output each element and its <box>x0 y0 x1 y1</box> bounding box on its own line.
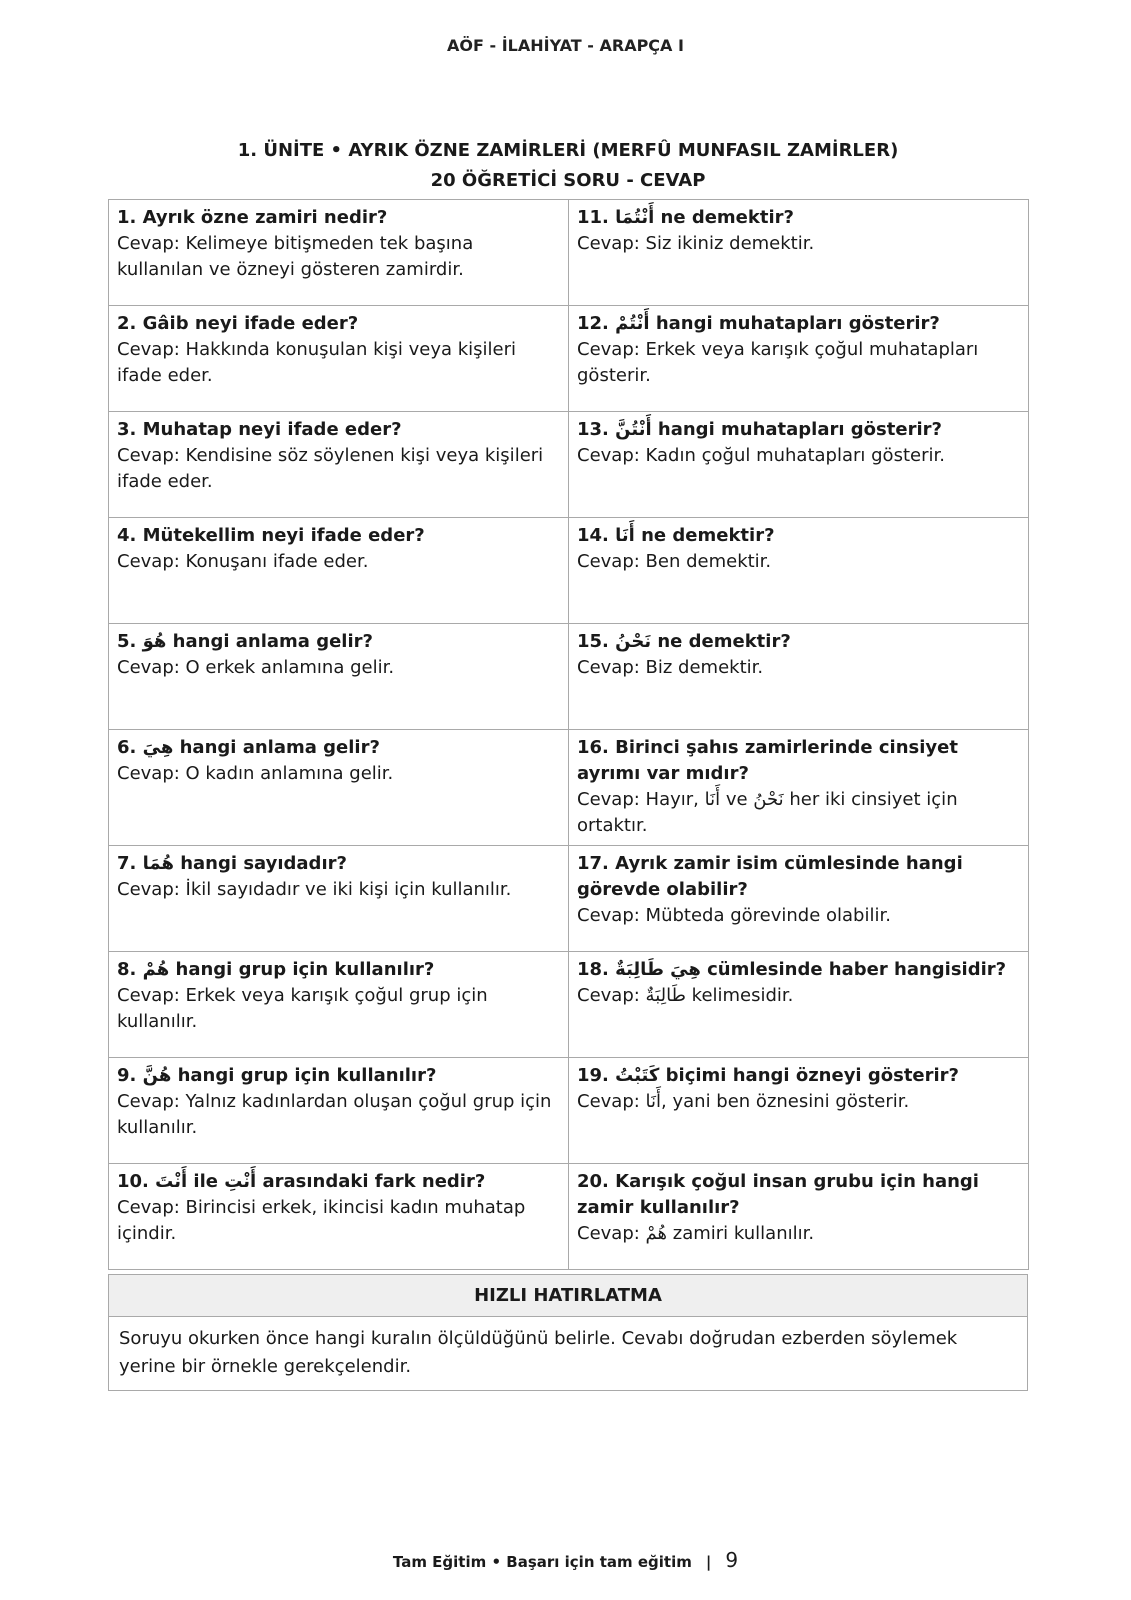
answer-text: Cevap: Konuşanı ifade eder. <box>117 551 369 572</box>
qa-cell <box>109 846 569 952</box>
question <box>117 523 560 549</box>
question <box>577 1169 1020 1221</box>
title-line-2: 20 ÖĞRETİCİ SORU - CEVAP <box>430 170 706 191</box>
question-text: 13. <box>577 419 616 440</box>
qa-cell <box>569 624 1029 730</box>
table-row <box>109 952 1029 1058</box>
qa-cell <box>569 730 1029 846</box>
answer-text: Cevap: Kendisine söz söylenen kişi veya kişileri ifade eder. <box>117 445 544 492</box>
question-text: 2. Gâib neyi ifade eder? <box>117 313 359 334</box>
answer-text: Cevap: Kelimeye bitişmeden tek başına kullanılan ve özneyi gösteren zamirdir. <box>117 233 474 280</box>
question-text: arasındaki fark nedir? <box>256 1171 486 1192</box>
answer <box>117 549 560 575</box>
answer <box>577 1221 1020 1247</box>
answer-text: Cevap: O kadın anlamına gelir. <box>117 763 394 784</box>
qa-table <box>108 199 1029 1270</box>
table-row <box>109 1164 1029 1270</box>
question <box>117 629 560 655</box>
arabic-term: هُنَّ <box>142 1065 172 1086</box>
question <box>117 957 560 983</box>
question <box>577 957 1020 983</box>
question-text: 17. Ayrık zamir isim cümlesinde hangi görevde olabilir? <box>577 853 963 900</box>
arabic-term: طَالِبَةٌ <box>645 985 686 1006</box>
question-text: 1. Ayrık özne zamiri nedir? <box>117 207 388 228</box>
table-row <box>109 306 1029 412</box>
answer <box>117 983 560 1035</box>
arabic-term: هُوَ <box>142 631 167 652</box>
arabic-term: نَحْنُ <box>753 789 784 810</box>
arabic-term: أَنْتَ <box>155 1171 188 1192</box>
answer <box>117 655 560 681</box>
qa-cell <box>109 952 569 1058</box>
question-text: 8. <box>117 959 143 980</box>
question <box>117 311 560 337</box>
arabic-term: أَنْتُمَا <box>615 207 655 228</box>
table-row <box>109 518 1029 624</box>
arabic-term: أَنَا <box>645 1091 662 1112</box>
qa-cell <box>109 412 569 518</box>
table-row <box>109 1058 1029 1164</box>
answer-text: Cevap: <box>577 1091 646 1112</box>
question <box>117 417 560 443</box>
arabic-term: هِيَ <box>142 737 174 758</box>
qa-cell <box>109 1058 569 1164</box>
reminder-body: Soruyu okurken önce hangi kuralın ölçüldüğünü belirle. Cevabı doğrudan ezberden söylemek yerine bir örnekle gerekçelendir. <box>109 1317 1028 1391</box>
qa-cell <box>109 200 569 306</box>
answer <box>577 903 1020 929</box>
arabic-term: نَحْنُ <box>615 631 652 652</box>
arabic-term: هُمْ <box>645 1223 668 1244</box>
qa-cell <box>109 306 569 412</box>
qa-cell <box>109 730 569 846</box>
reminder-box <box>108 1274 1028 1391</box>
question <box>577 311 1020 337</box>
answer <box>577 787 1020 839</box>
question-text: 16. Birinci şahıs zamirlerinde cinsiyet ayrımı var mıdır? <box>577 737 958 784</box>
question <box>117 1063 560 1089</box>
answer-text: Cevap: Siz ikiniz demektir. <box>577 233 815 254</box>
question-text: 18. <box>577 959 616 980</box>
title-line-1: 1. ÜNİTE • AYRIK ÖZNE ZAMİRLERİ (MERFÛ MUNFASIL ZAMİRLER) <box>237 140 899 161</box>
arabic-term: أَنَا <box>704 789 721 810</box>
qa-cell <box>569 306 1029 412</box>
question-text: ne demektir? <box>651 631 791 652</box>
page-title <box>108 136 1028 196</box>
table-row <box>109 846 1029 952</box>
running-header: AÖF - İLAHİYAT - ARAPÇA I <box>447 36 684 55</box>
answer <box>117 337 560 389</box>
question-text: 9. <box>117 1065 143 1086</box>
qa-cell <box>569 200 1029 306</box>
question-text: hangi muhatapları gösterir? <box>649 313 940 334</box>
reminder-heading: HIZLI HATIRLATMA <box>109 1275 1028 1317</box>
answer-text: her iki cinsiyet için ortaktır. <box>577 789 958 836</box>
question-text: cümlesinde haber hangisidir? <box>700 959 1007 980</box>
answer <box>117 1089 560 1141</box>
arabic-term: هُمْ <box>142 959 170 980</box>
answer-text: , yani ben öznesini gösterir. <box>661 1091 910 1112</box>
question <box>577 1063 1020 1089</box>
question-text: 12. <box>577 313 616 334</box>
question-text: hangi grup için kullanılır? <box>169 959 435 980</box>
arabic-term: أَنَا <box>615 525 635 546</box>
answer <box>577 443 1020 469</box>
question <box>577 417 1020 443</box>
answer-text: Cevap: Erkek veya karışık çoğul grup için kullanılır. <box>117 985 488 1032</box>
qa-cell <box>569 846 1029 952</box>
question-text: ile <box>187 1171 225 1192</box>
question-text: ne demektir? <box>634 525 775 546</box>
question <box>117 735 560 761</box>
question <box>577 629 1020 655</box>
answer <box>577 983 1020 1009</box>
qa-cell <box>109 1164 569 1270</box>
question <box>577 205 1020 231</box>
question <box>117 851 560 877</box>
question-text: 7. <box>117 853 143 874</box>
table-row <box>109 730 1029 846</box>
question-text: 6. <box>117 737 143 758</box>
answer <box>577 1089 1020 1115</box>
answer <box>117 761 560 787</box>
question-text: 10. <box>117 1171 156 1192</box>
answer-text: Cevap: Hayır, <box>577 789 705 810</box>
answer <box>117 1195 560 1247</box>
table-row <box>109 412 1029 518</box>
question-text: 11. <box>577 207 616 228</box>
arabic-term: هُمَا <box>142 853 174 874</box>
answer-text: Cevap: Birincisi erkek, ikincisi kadın muhatap içindir. <box>117 1197 526 1244</box>
answer-text: Cevap: Ben demektir. <box>577 551 772 572</box>
question-text: 20. Karışık çoğul insan grubu için hangi zamir kullanılır? <box>577 1171 979 1218</box>
question-text: 5. <box>117 631 143 652</box>
qa-cell <box>569 1164 1029 1270</box>
qa-cell <box>109 624 569 730</box>
question-text: hangi sayıdadır? <box>173 853 347 874</box>
answer <box>117 443 560 495</box>
answer-text: Cevap: Yalnız kadınlardan oluşan çoğul grup için kullanılır. <box>117 1091 552 1138</box>
question-text: hangi grup için kullanılır? <box>171 1065 437 1086</box>
answer-text: Cevap: İkil sayıdadır ve iki kişi için kullanılır. <box>117 879 512 900</box>
answer <box>577 655 1020 681</box>
qa-cell <box>569 1058 1029 1164</box>
answer <box>577 549 1020 575</box>
answer-text: zamiri kullanılır. <box>667 1223 815 1244</box>
question-text: 4. Mütekellim neyi ifade eder? <box>117 525 425 546</box>
question <box>577 851 1020 903</box>
question-text: 3. Muhatap neyi ifade eder? <box>117 419 402 440</box>
arabic-term: هِيَ طَالِبَةٌ <box>615 959 701 980</box>
answer-text: Cevap: Biz demektir. <box>577 657 764 678</box>
answer-text: Cevap: Mübteda görevinde olabilir. <box>577 905 891 926</box>
question-text: biçimi hangi özneyi gösterir? <box>659 1065 960 1086</box>
answer-text: Cevap: O erkek anlamına gelir. <box>117 657 395 678</box>
qa-cell <box>109 518 569 624</box>
question-text: 15. <box>577 631 616 652</box>
qa-cell <box>569 952 1029 1058</box>
answer <box>117 877 560 903</box>
arabic-term: أَنْتِ <box>224 1171 257 1192</box>
answer-text: kelimesidir. <box>685 985 794 1006</box>
question <box>577 735 1020 787</box>
answer-text: Cevap: <box>577 985 646 1006</box>
question <box>577 523 1020 549</box>
answer-text: Cevap: Erkek veya karışık çoğul muhatapları gösterir. <box>577 339 979 386</box>
table-row <box>109 624 1029 730</box>
question-text: 14. <box>577 525 616 546</box>
question-text: hangi anlama gelir? <box>173 737 380 758</box>
question <box>117 205 560 231</box>
answer <box>577 337 1020 389</box>
footer-separator: | <box>705 1553 712 1571</box>
table-row <box>109 200 1029 306</box>
answer-text: Cevap: <box>577 1223 646 1244</box>
arabic-term: أَنْتُنَّ <box>615 419 652 440</box>
question-text: 19. <box>577 1065 616 1086</box>
question-text: hangi anlama gelir? <box>166 631 373 652</box>
page-number: 9 <box>725 1548 739 1572</box>
arabic-term: أَنْتُمْ <box>615 313 650 334</box>
footer-text: Tam Eğitim • Başarı için tam eğitim <box>392 1553 692 1571</box>
qa-cell <box>569 518 1029 624</box>
answer-text: ve <box>720 789 754 810</box>
answer <box>117 231 560 283</box>
question-text: ne demektir? <box>654 207 794 228</box>
answer <box>577 231 1020 257</box>
question-text: hangi muhatapları gösterir? <box>651 419 942 440</box>
arabic-term: كَتَبْتُ <box>615 1065 660 1086</box>
answer-text: Cevap: Hakkında konuşulan kişi veya kişileri ifade eder. <box>117 339 517 386</box>
page-footer <box>0 1548 1131 1572</box>
qa-cell <box>569 412 1029 518</box>
answer-text: Cevap: Kadın çoğul muhatapları gösterir. <box>577 445 945 466</box>
question <box>117 1169 560 1195</box>
